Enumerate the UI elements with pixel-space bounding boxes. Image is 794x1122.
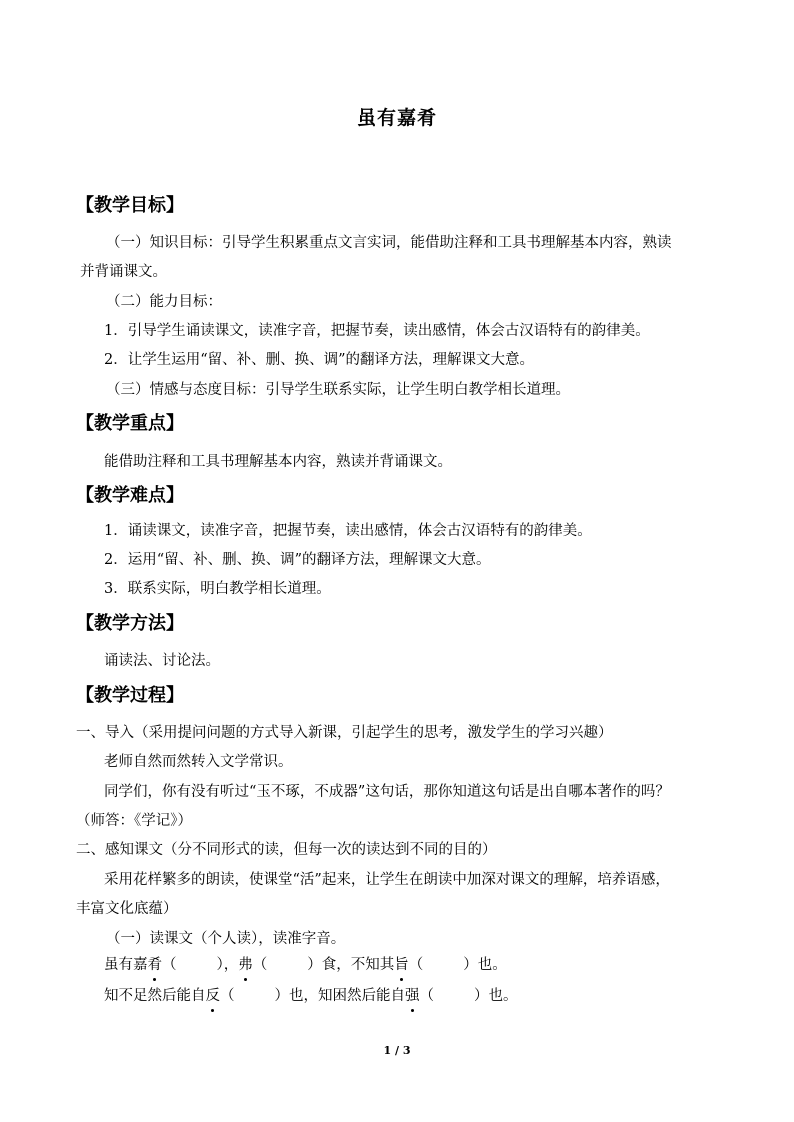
process-intro-line-2: 同学们，你有没有听过“玉不琢，不成器”这句话，那你知道这句话是出自哪本著作的吗？: [104, 784, 670, 800]
page-number: 1 / 3: [383, 1044, 411, 1057]
emphasis-char: 弗: [238, 957, 253, 973]
objective-emotion: （三）情感与态度目标：引导学生联系实际，让学生明白教学相长道理。: [106, 382, 570, 398]
process-intro-line-3: （师答：《学记》）: [76, 813, 192, 829]
exercise-text: ），: [216, 957, 239, 973]
difficulty-item-3: 3．联系实际，明白教学相长道理。: [104, 581, 331, 597]
methods-text: 诵读法、讨论法。: [104, 653, 220, 669]
process-perceive-title: 二、感知课文（分不同形式的读，但每一次的读达到不同的目的）: [76, 842, 497, 858]
process-perceive-line-1: 采用花样繁多的朗读，使课堂“活”起来，让学生在朗读中加深对课文的理解，培养语感，: [104, 872, 670, 888]
objective-knowledge-line-2: 并背诵课文。: [80, 264, 167, 280]
objective-ability-label: （二）能力目标：: [106, 294, 222, 310]
key-points-text: 能借助注释和工具书理解基本内容，熟读并背诵课文。: [104, 454, 452, 470]
heading-key-points: 【教学重点】: [76, 413, 184, 434]
difficulty-item-2: 2．运用“留、补、删、换、调”的翻译方法，理解课文大意。: [104, 552, 491, 568]
exercise-text: （: [162, 957, 177, 973]
emphasis-char: 肴: [147, 957, 162, 973]
emphasis-char: 旨: [394, 957, 409, 973]
exercise-text: 虽有嘉: [104, 957, 148, 973]
exercise-text: 知不足然后能自: [104, 988, 206, 1004]
emphasis-char: 强: [405, 988, 420, 1004]
exercise-text: ）也，知困然后能自: [274, 988, 405, 1004]
exercise-text: ）食，不知其: [307, 957, 395, 973]
heading-methods: 【教学方法】: [76, 613, 184, 634]
exercise-line-2: [104, 986, 518, 1006]
document-title: 虽有嘉肴: [356, 107, 437, 129]
exercise-line-1: [104, 955, 507, 975]
exercise-text: ）也。: [474, 988, 518, 1004]
heading-difficulties: 【教学难点】: [76, 485, 184, 506]
process-intro-line-1: 老师自然而然转入文学常识。: [104, 754, 293, 770]
difficulty-item-1: 1．诵读课文，读准字音，把握节奏，读出感情，体会古汉语特有的韵律美。: [104, 523, 592, 539]
exercise-text: （: [419, 988, 434, 1004]
exercise-text: （: [408, 957, 424, 973]
heading-objectives: 【教学目标】: [76, 195, 184, 216]
objective-knowledge-line-1: （一）知识目标：引导学生积累重点文言实词，能借助注释和工具书理解基本内容，熟读: [106, 235, 672, 251]
heading-process: 【教学过程】: [76, 685, 184, 706]
emphasis-char: 反: [205, 988, 220, 1004]
process-read-step: （一）读课文（个人读），读准字音。: [106, 931, 346, 947]
objective-ability-item-1: 1．引导学生诵读课文，读准字音，把握节奏，读出感情，体会古汉语特有的韵律美。: [104, 323, 650, 339]
exercise-text: （: [252, 957, 268, 973]
process-perceive-line-2: 丰富文化底蕴）: [76, 901, 178, 917]
objective-ability-item-2: 2．让学生运用“留、补、删、换、调”的翻译方法，理解课文大意。: [104, 352, 535, 368]
exercise-text: （: [220, 988, 235, 1004]
process-intro-title: 一、导入（采用提问问题的方式导入新课，引起学生的思考，激发学生的学习兴趣）: [76, 725, 613, 741]
exercise-text: ）也。: [463, 957, 507, 973]
